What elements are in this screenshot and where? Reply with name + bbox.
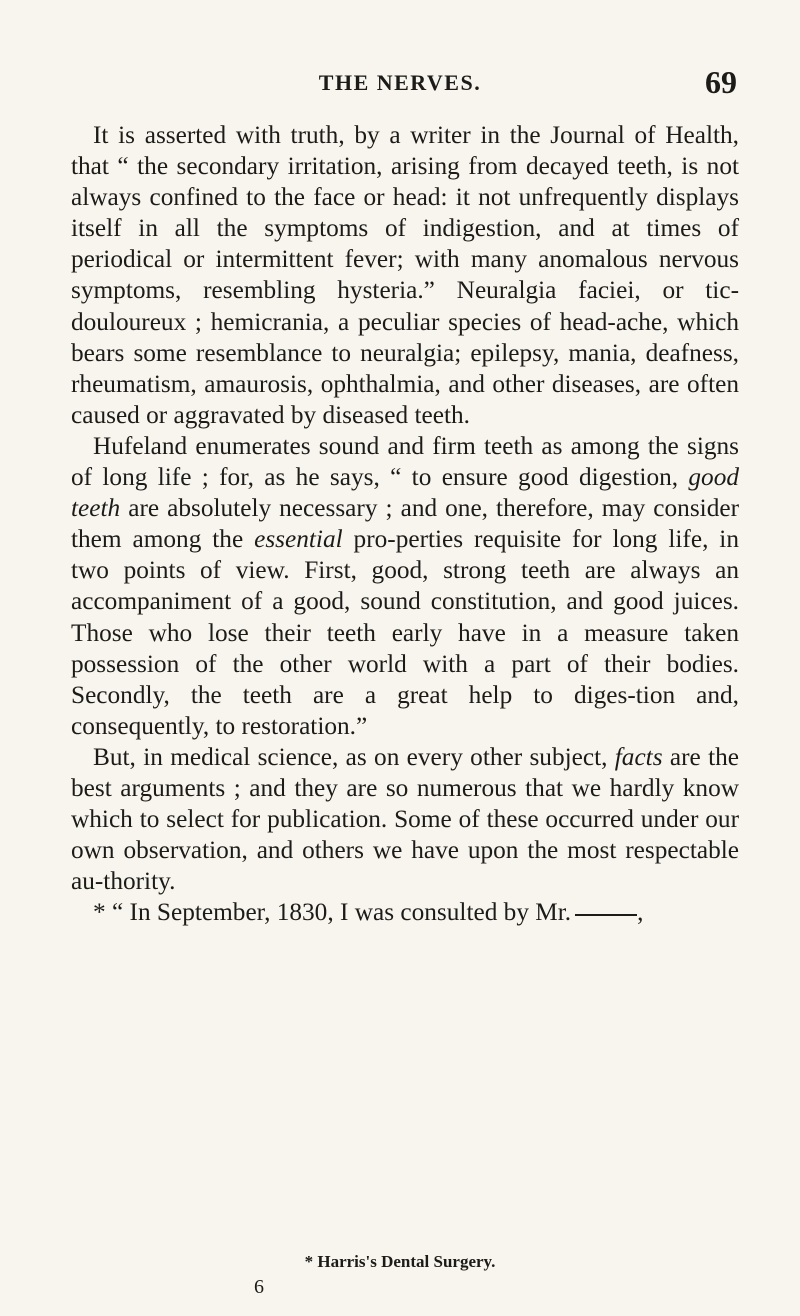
running-title: THE NERVES. [318, 70, 482, 95]
paragraph-3 [71, 742, 739, 897]
paragraph-4-end: , [637, 898, 644, 927]
page-number: 69 [705, 64, 737, 100]
signature-mark: 6 [254, 1276, 264, 1298]
paragraph-4 [71, 897, 739, 928]
paragraph-2 [71, 431, 739, 742]
paragraph-1: It is asserted with truth, by a writer in the Journal of Health, that “ the secondary irritation, arising from decayed teeth, is not always confined to the face or head: it not unfrequently displays itself in all the symptoms of indigestion, and at times of periodical or intermittent fever; with many anomalous nervous symptoms, resembling hysteria.” Neuralgia faciei, or tic-douloureux ; hemicrania, a peculiar species of head-ache, which bears some resemblance to neuralgia; epilepsy, mania, deafness, rheumatism, amaurosis, ophthalmia, and other diseases, are often caused or aggravated by diseased teeth. [71, 121, 739, 429]
paragraph-3-lead: But, in medical science, as on every other subject, [93, 742, 608, 771]
paragraph-2-part-a: Hufeland enumerates sound and firm teeth as among the signs of long life ; for, as he says, “ to ensure good digestion, [71, 431, 739, 492]
paragraph-4-text: * “ In September, 1830, I was consulted by Mr. [93, 898, 572, 927]
footnote: * Harris's Dental Surgery. [304, 1252, 496, 1271]
name-dash [575, 914, 637, 916]
paragraph-3-emphasis: facts [614, 742, 663, 771]
body-text [71, 120, 739, 928]
paragraph-2-part-b: are absolutely necessary ; and one, therefore, may consider them among the [71, 494, 739, 554]
running-head [0, 64, 800, 104]
paragraph-2-part-c: pro-perties requisite for long life, in two points of view. First, good, strong teeth are always an accompaniment of a good, sound constitution, and good juices. Those who lose their teeth early have in a measure taken possession of the other world with a part of their bodies. Secondly, the teeth are a great help to diges-tion and, consequently, to restoration.” [71, 525, 739, 740]
paragraph-2-emphasis-2: essential [254, 525, 343, 554]
paragraph-3-rest: are the best arguments ; and they are so numerous that we hardly know which to select for publication. Some of these occurred under our own observation, and others we have upon the most respectable au-thority. [71, 742, 739, 896]
paragraph-2-emphasis-1: good teeth [71, 463, 739, 523]
